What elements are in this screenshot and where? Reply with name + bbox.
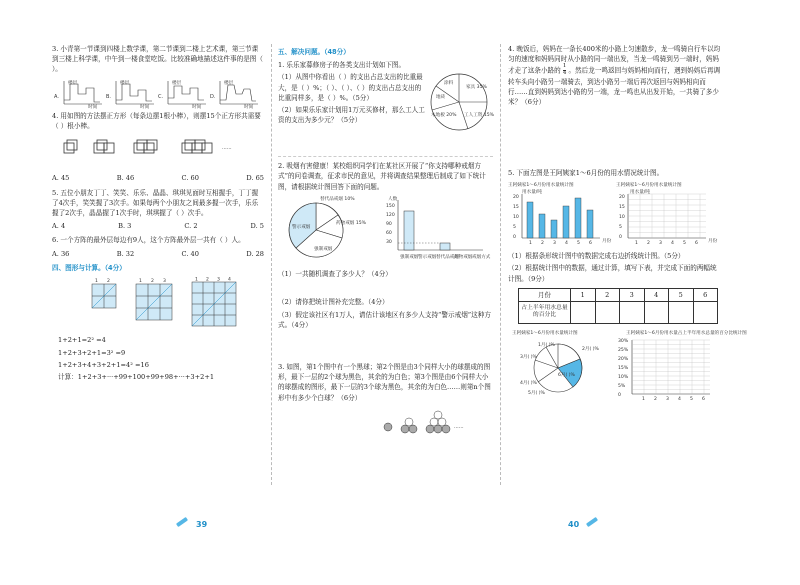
grid-4x4 <box>192 282 236 326</box>
q5-sub2: （2）根据统计图中的数据，通过计算，填写下表，并完成下面的两幅统计图。（9分） <box>508 264 717 283</box>
line2-tick-label: 5% <box>618 383 626 389</box>
section-5-heading: 五、解决问题。（48分） <box>278 48 350 56</box>
bar-category-label: 戒烟方式 <box>472 254 491 260</box>
table-cell-4[interactable] <box>644 301 669 323</box>
q6-option-a[interactable]: A. 36 <box>52 249 70 258</box>
line2-month-label: 4 <box>678 396 681 402</box>
grid-c-label-3: 3 <box>217 277 220 283</box>
bar-tick-label: 60 <box>386 230 392 236</box>
q4-option-b[interactable]: B. 46 <box>116 174 135 183</box>
graph-d-option: D. <box>210 93 216 100</box>
q5-option-a[interactable]: A. 4 <box>52 222 66 231</box>
q6-option-d[interactable]: D. 28 <box>246 249 264 258</box>
bar-category-labels <box>400 253 491 260</box>
bar-forced <box>404 211 414 250</box>
pie-label-wood-floor: 木地板 20% <box>431 113 457 119</box>
table-row <box>519 301 718 323</box>
water-month-label: 6 <box>589 240 592 246</box>
table-header-4: 4 <box>644 288 669 301</box>
question-5-text: 5. 五位小朋友丁丁、笑笑、乐乐、晶晶、琪琪见面时互相握手，丁丁握了4次手，笑笑握了3次手。如果每两个小朋友之间最多握一次手，乐乐握了2次手，晶晶握了1次手时，琪琪握了（ ）次手。 <box>52 188 259 217</box>
question-6-options <box>52 249 264 259</box>
column-divider-1 <box>271 44 272 485</box>
line-tick-label: 10 <box>619 214 625 220</box>
water-tick-label: 0 <box>513 234 516 240</box>
line-month-label: 3 <box>659 240 662 246</box>
pencil-icon-right <box>586 517 598 527</box>
q4-option-a[interactable]: A. 45 <box>52 174 70 183</box>
line-chart-xlabel: 月份 <box>708 238 718 244</box>
line2-tick-label: 30% <box>618 338 629 344</box>
water-tick-label: 5 <box>513 224 516 230</box>
q4-text-part2: 。然后龙一鸣返回与妈妈相向而行，遇到妈妈后再调转车头向小路另一端骑去，到达小路另一端后再次返回与妈妈相向而行……直到妈妈到达小路的另一端，龙一鸣也从出发开始，一共骑了多少米？（6分） <box>508 66 721 107</box>
graph-c-option: C. <box>158 93 164 100</box>
q1-intro: 1. 乐乐家募修房子的各类支出计划如下图。 <box>278 61 406 70</box>
smoking-survey-charts <box>278 194 493 266</box>
line-tick-label: 15 <box>619 204 625 210</box>
graph-b-xlabel: 时间 <box>140 104 150 110</box>
q2-sub2: （2）请你把统计图补充完整。（4分） <box>278 298 389 307</box>
pie2-label: 1月( )% <box>538 342 555 348</box>
line-tick-label: 0 <box>619 234 622 240</box>
page-number-right: 40 <box>568 520 580 529</box>
bar-tick-label: 150 <box>386 203 395 209</box>
water-tick-label: 10 <box>513 214 519 220</box>
line2-title: 王阿姨家1～6月份用水量占上半年用水总量的百分比统计图 <box>626 330 747 336</box>
bar-tick-labels <box>386 203 395 245</box>
section-4-heading: 四、图形与计算。（4分） <box>52 263 126 272</box>
water-month-label: 4 <box>565 240 568 246</box>
water-bar <box>587 210 593 238</box>
grid-c-label-4: 4 <box>228 277 231 283</box>
table-cell-2[interactable] <box>595 301 620 323</box>
graph-a-xlabel: 时间 <box>88 104 98 110</box>
water-month-label: 1 <box>529 240 532 246</box>
grid-c-label-1: 1 <box>195 277 198 283</box>
q1-text-block <box>278 60 426 150</box>
ellipsis: ······ <box>222 146 232 153</box>
graph-a-ylabel: 楼层 <box>68 80 78 86</box>
line2-month-label: 6 <box>702 396 705 402</box>
water-bar <box>527 202 533 238</box>
square-number-grids <box>52 276 264 326</box>
table-cell-3[interactable] <box>620 301 645 323</box>
bar-tick-label: 120 <box>386 212 395 218</box>
pie-label-forced: 强制戒烟 <box>314 246 333 252</box>
equation-2: 1+2+3+2+1=3² =9 <box>58 348 126 357</box>
water-month-label: 3 <box>553 240 556 246</box>
q1-sub1: （1）从图中你看出（ ）的支出占总支出的比重最大，是（ ）%；（ ）、（ ）、（ ）的支出占总支出的比重同样多，是（ ）%。（5分） <box>278 73 423 102</box>
graph-d-xlabel: 时间 <box>244 104 254 110</box>
table-header-1: 1 <box>571 288 596 301</box>
pie-label-tiles: 地砖 <box>436 95 446 101</box>
bar-category-label: 替代品戒烟 <box>436 254 459 260</box>
separator <box>278 156 493 157</box>
water-usage-charts <box>508 180 723 248</box>
pie-label-paint: 涂料 <box>444 81 454 87</box>
bar-category-label: 药物戒烟 <box>454 254 473 260</box>
table-cell-1[interactable] <box>571 301 596 323</box>
q5-text: 5. 下面左图是王阿姨家1～6月份的用水情况统计图。 <box>508 168 664 177</box>
q6-option-c[interactable]: C. 40 <box>181 249 199 258</box>
table-header-row <box>519 288 718 301</box>
pencil-icon <box>176 517 188 527</box>
q5-option-b[interactable]: B. 3 <box>118 222 132 231</box>
water-month-label: 5 <box>577 240 580 246</box>
water-bar <box>563 206 569 238</box>
line2-month-label: 3 <box>666 396 669 402</box>
pie2-label: 6月( )% <box>558 372 575 378</box>
column-divider-2 <box>500 44 501 485</box>
grid-c-label-2: 2 <box>206 277 209 283</box>
line2-tick-label: 20% <box>618 356 629 362</box>
table-header-3: 3 <box>620 288 645 301</box>
line-month-label: 4 <box>671 240 674 246</box>
grid-b-label-3: 3 <box>163 279 166 285</box>
equation-3: 1+2+3+4+3+2+1=4² =16 <box>58 360 149 369</box>
q3-text: 3. 如图，第1个图中有一个黑球；第2个图是由3个同样大小的球摆成的图形，最下一层的2个球为黑色，其余的为白色；第3个图是由6个同样大小的球摆成的图形，最下一层的3个球为黑色，其余的为白色……则第n个图形中有多少个白球？（6分） <box>278 362 491 402</box>
column-right <box>508 44 747 403</box>
line-month-label: 6 <box>695 240 698 246</box>
water-bar <box>539 214 545 238</box>
grid-b-label-2: 2 <box>151 279 154 285</box>
line-chart-title: 王阿姨家1～6月份用水量统计图 <box>616 182 682 188</box>
floor-time-graphs-svg <box>52 78 264 108</box>
equation-4: 计算：1+2+3+···+99+100+99+98+···+3+2+1 <box>58 372 215 381</box>
table-row-label: 占上半年用水总量的百分比 <box>519 301 571 323</box>
pie2-label: 3月( )% <box>520 354 537 360</box>
water-month-label: 2 <box>541 240 544 246</box>
question-4-options <box>52 173 264 183</box>
bar-category-label: 警示戒烟 <box>418 254 437 260</box>
q4-option-c[interactable]: C. 60 <box>181 174 199 183</box>
graph-b-option: B. <box>106 93 112 100</box>
line-tick-label: 20 <box>619 194 625 200</box>
line2-tick-label: 25% <box>618 347 629 353</box>
q4-text <box>508 44 723 108</box>
graph-b-ylabel: 楼层 <box>120 80 130 86</box>
q4-option-d[interactable]: D. 65 <box>246 174 264 183</box>
line2-month-label: 5 <box>690 396 693 402</box>
q1-block <box>278 60 493 150</box>
line2-tick-label: 15% <box>618 365 629 371</box>
q5-option-d[interactable]: D. 5 <box>250 222 264 231</box>
line-chart-ylabel: 用水量/吨 <box>630 189 650 195</box>
pie-label-wages: 工人工资 15% <box>464 113 495 119</box>
graph-c-xlabel: 时间 <box>192 104 202 110</box>
fraction-denominator: 4 <box>562 70 567 77</box>
grid-2x2 <box>92 284 116 308</box>
equation-list <box>58 335 264 382</box>
page-number-left: 39 <box>196 520 208 529</box>
q5-option-c[interactable]: C. 2 <box>184 222 198 231</box>
pie-label-substitute: 替代品戒烟 10% <box>320 196 355 202</box>
fraction-one-quarter <box>563 64 567 77</box>
water-bar <box>575 198 581 238</box>
line-chart-grid <box>628 194 706 238</box>
table-cell-6[interactable] <box>693 301 718 323</box>
line-month-label: 5 <box>683 240 686 246</box>
renovation-pie-chart <box>426 60 495 150</box>
ball-pattern-figure <box>278 405 493 435</box>
grid-a-label-1: 1 <box>95 279 98 285</box>
fraction-numerator: 1 <box>562 63 567 70</box>
table-header-2: 2 <box>595 288 620 301</box>
pie2-label: 5月( )% <box>528 390 545 396</box>
line2-tick-label: 0 <box>618 392 621 398</box>
graph-d-ylabel: 楼层 <box>224 80 234 86</box>
grid-a-label-2: 2 <box>107 279 110 285</box>
pie-label-warning: 警示戒烟 <box>292 224 311 230</box>
q5-sub1: （1）根据条形统计图中的数据完成右边折线统计图。（5分） <box>508 252 685 261</box>
percentage-table <box>518 288 718 324</box>
water-tick-label: 15 <box>513 204 519 210</box>
q2-sub3: （3）假定该社区有1万人，请估计该地区有多少人支持“警示戒烟”这种方式。（4分） <box>278 310 491 329</box>
grid-3x3 <box>136 284 172 320</box>
line2-grid <box>632 340 710 394</box>
bar-chart-title: 王阿姨家1～6月份用水量统计图 <box>508 182 574 188</box>
bar-substitute <box>440 243 450 250</box>
pie-label-furniture: 家具 35% <box>466 85 487 91</box>
graph-a-option: A. <box>54 93 59 100</box>
q6-option-b[interactable]: B. 32 <box>116 249 135 258</box>
line-tick-label: 5 <box>619 224 622 230</box>
table-header-month: 月份 <box>519 288 571 301</box>
column-left <box>52 44 264 384</box>
line2-month-label: 1 <box>642 396 645 402</box>
line2-month-label: 2 <box>654 396 657 402</box>
bar-chart-ylabel: 用水量/吨 <box>522 189 542 195</box>
ball-ellipsis: ······ <box>454 424 464 431</box>
bar-tick-label: 30 <box>386 239 392 245</box>
floor-graphs <box>52 78 264 108</box>
table-header-6: 6 <box>693 288 718 301</box>
pie2-label: 2月( )% <box>582 346 599 352</box>
water-percent-charts <box>508 328 747 402</box>
matchstick-squares-figure <box>52 133 264 167</box>
bar-chart-xlabel: 月份 <box>602 238 612 244</box>
q2-sub1: （1）一共随机调查了多少人？（4分） <box>278 270 392 279</box>
line2-tick-label: 10% <box>618 374 629 380</box>
line-month-label: 2 <box>647 240 650 246</box>
column-middle <box>278 44 493 438</box>
graph-c-ylabel: 楼层 <box>172 80 182 86</box>
question-4-text: 4. 用如图的方法摆正方形（每条边摆1根小棒），则摆15个正方形共需要（ ）根小棒。 <box>52 111 261 130</box>
water-tick-label: 20 <box>513 194 519 200</box>
bar-ylabel: 人数 <box>388 196 398 202</box>
question-6-text: 6. 一个方阵的最外层每边有9人，这个方阵最外层一共有（ ）人。 <box>52 236 245 245</box>
bar-tick-label: 90 <box>386 221 392 227</box>
line-month-label: 1 <box>635 240 638 246</box>
pie2-label: 4月( )% <box>520 380 537 386</box>
water-pie <box>534 344 582 392</box>
pie-label-medicine: 药物戒烟 15% <box>336 220 367 226</box>
equation-1: 1+2+1=2² =4 <box>58 336 106 345</box>
table-cell-5[interactable] <box>669 301 694 323</box>
table-header-5: 5 <box>669 288 694 301</box>
water-bars <box>527 198 593 238</box>
q4-text-part1: 4. 晚饭后，妈妈在一条长400米的小路上匀速散步，龙一鸣骑自行车以均匀的速度和妈妈同时从小路的同一端出发，当龙一鸣骑到另一端时，妈妈才走了这条小路的 <box>508 45 721 75</box>
question-5-options <box>52 221 264 231</box>
bar-category-label: 强制戒烟 <box>400 254 419 260</box>
q1-sub2: （2）如果乐乐家计划用1万元买修材，那么工人工资的支出为多少元？（5分） <box>278 106 425 125</box>
grid-b-label-1: 1 <box>139 279 142 285</box>
q2-text: 2. 吸烟有害健康！某校组织同学们在某社区开展了“你支持哪种戒烟方式”的问卷调查，征求市民的意见，并将调查结果整理后制成了如下统计图，请根据统计图回答下面的问题。 <box>278 162 486 191</box>
pie2-title: 王阿姨家1～6月份用水量统计图 <box>512 330 578 336</box>
question-3-text: 3. 小青第一节课到四楼上数学课，第二节课到二楼上艺术课，第三节课到三楼上科学课，中午到一楼食堂吃饭。比较准确地描述这件事的是图（ ）。 <box>52 45 263 74</box>
water-bar <box>551 220 557 238</box>
